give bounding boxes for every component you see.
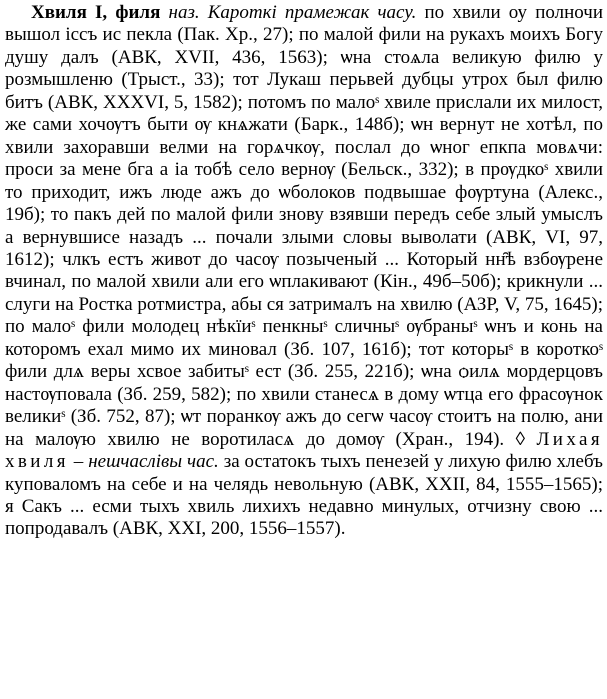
entry-gloss: наз. Кароткі прамежак часу. (168, 2, 417, 23)
dictionary-entry (5, 2, 603, 541)
entry-variant: филя (115, 2, 161, 23)
idiom-citations: за остатокъ тыхъ пенезей у лихую филю хлебъ куповаломъ на себе и на челядь невольную (АВК, XXII, 84, 1555–1565); я Сакъ ... есми тыхъ хвиль лихихъ недавно минулых, отчизну свою ... попродавалъ (АВК, XXI, 200, 1556–1557). (5, 451, 603, 540)
entry-citations: по хвили оу полночи вышол іссъ ис пекла (Пак. Хр., 27); по малой фили на рукахъ моихъ Богу душу далъ (АВК, XVII, 436, 1563); ѡна стоѧла великую филю у розмышленю (Трыст., 33); тот Лукаш перьвей дубцы утрох был филю битъ (АВК, XXXVI, 5, 1582); потомъ по малоˢ хвиле прислали их милост, же сами хочѹтъ быти ѹ кнѧжати (Барк., 148б); ѡн вернут не хотѣл, по хвили захоравши велми на горѧчкѹ, послал до ѡног епкпа мовѧчи: проси за мене бга а іа тобѣ село вернѹ (Бельск., 332); в прѹдкоˢ хвили то приходит, ижъ люде ажъ до ѡболоков подвышае фѹртуна (Алекс., 19б); то пакъ дей по малой фили знову взявши передъ себе злый умыслъ а вернувшисе назадъ ... почали злыми словы выволати (АВК, VI, 97, 1612); члкъ естъ живот до часѹ позыченый ... Который нн̑ѣ взбѹрене вчинал, по малой хвили али его ѡплакивают (Кін., 49б–50б); крикнули ... слуги на Ростка ротмистра, абы ся затрималъ на хвилю (АЗР, V, 75, 1645); по малоˢ фили молодец нѣкїиˢ пенкныˢ сличныˢ ѹбраныˢ ѡнъ и конь на которомъ ехал мимо их миновал (Зб. 107, 161б); тот которыˢ в короткоˢ фили длѧ веры хсвое забитыˢ ест (Зб. 255, 221б); ѡна ѻилѧ мордерцовъ настѹповала (Зб. 259, 582); по хвили станесѧ в дому ѡтца его фрасѹнок великиˢ (Зб. 752, 87); ѡт поранкѹ ажъ до сегѡ часѹ стоитъ на полю, ани на малѹю хвилю не воротиласѧ до домѹ (Хран., 194). ◊ (5, 2, 603, 450)
idiom-phrase: Лихая хвиля (5, 428, 603, 473)
entry-headword: Хвиля I (31, 2, 103, 23)
headword-comma: , (102, 2, 108, 23)
idiom-dash: – (68, 451, 89, 473)
idiom-gloss: нешчаслівы час. (88, 451, 219, 473)
